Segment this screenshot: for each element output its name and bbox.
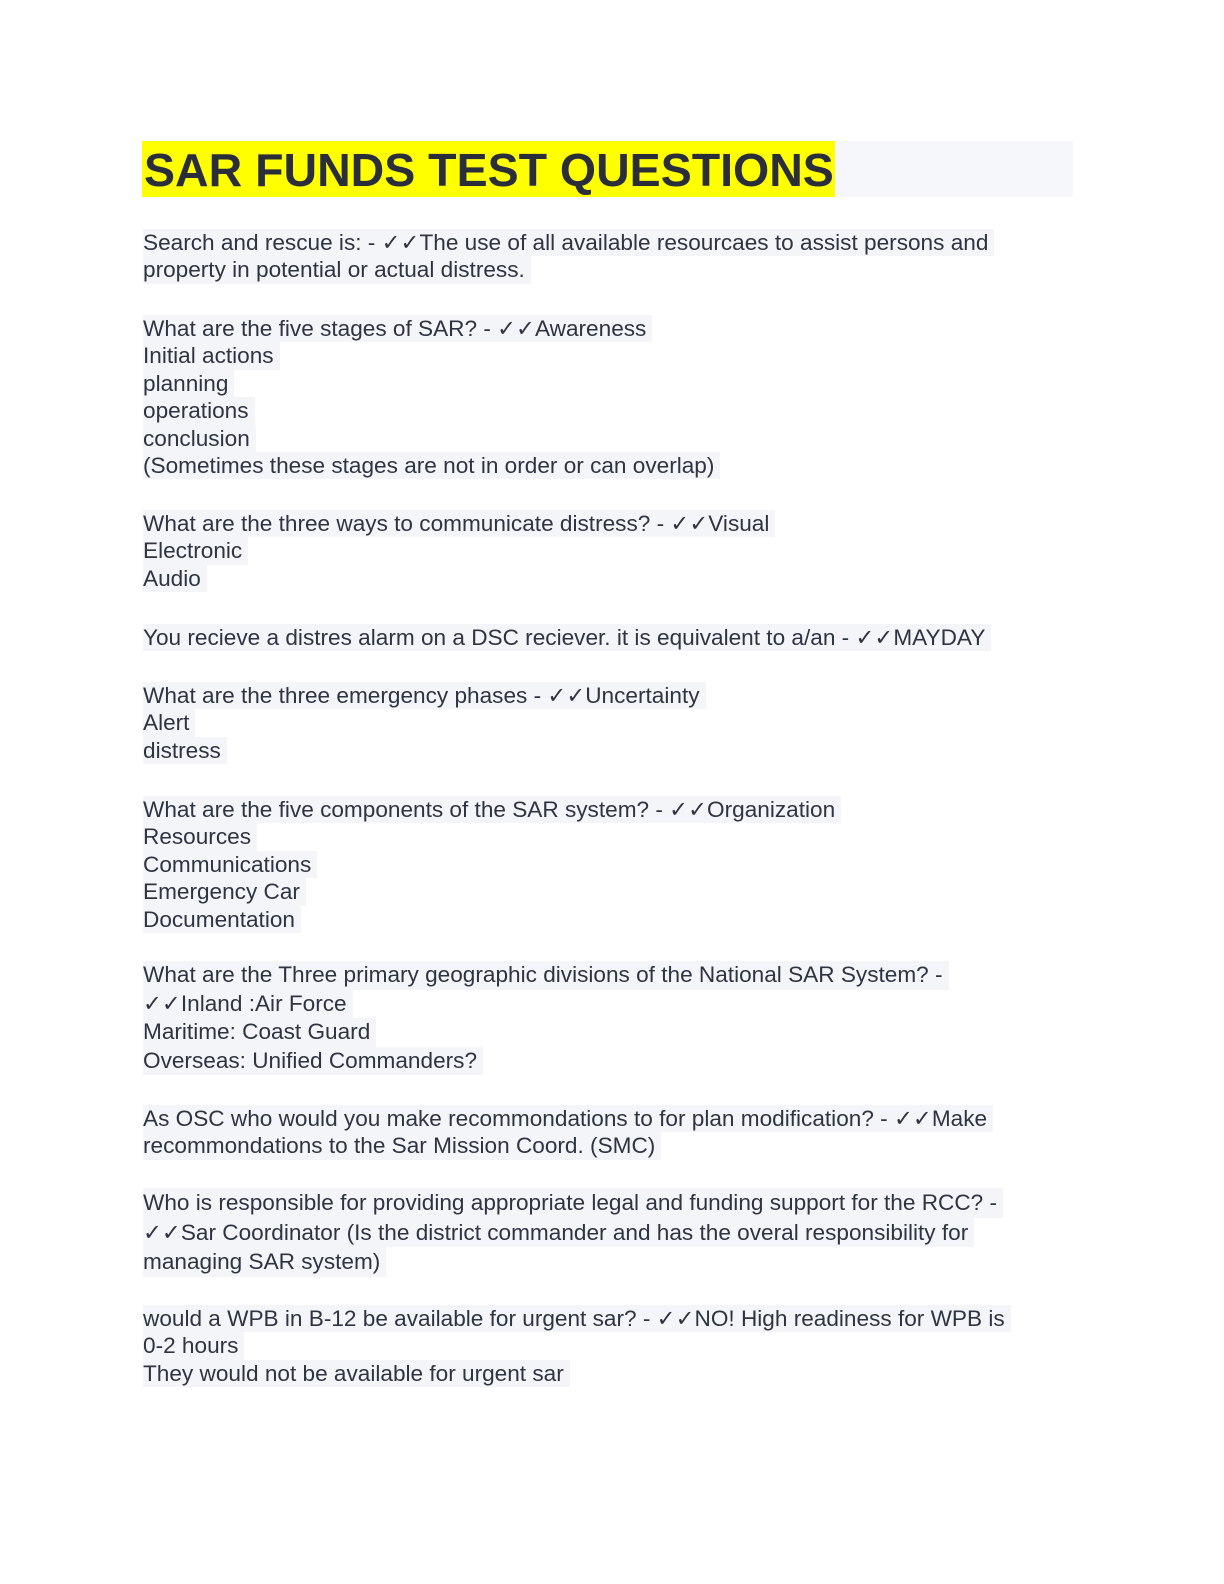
qa-line: Overseas: Unified Commanders? <box>143 1047 483 1076</box>
qa-line: What are the three emergency phases - ✓✓Uncertainty <box>143 682 706 709</box>
qa-line: recommondations to the Sar Mission Coord. (SMC) <box>143 1132 661 1159</box>
qa-line: Audio <box>143 565 207 592</box>
qa-line: Maritime: Coast Guard <box>143 1018 376 1047</box>
qa-line: Communications <box>143 851 317 878</box>
qa-entry-sar-components <box>143 796 841 933</box>
qa-line: managing SAR system) <box>143 1247 386 1277</box>
qa-line: Electronic <box>143 537 248 564</box>
qa-line: ✓✓Inland :Air Force <box>143 990 353 1019</box>
qa-line: Documentation <box>143 906 301 933</box>
qa-line: What are the three ways to communicate distress? - ✓✓Visual <box>143 510 775 537</box>
qa-line: (Sometimes these stages are not in order or can overlap) <box>143 452 720 479</box>
qa-line: conclusion <box>143 425 256 452</box>
qa-entry-dsc-alarm <box>143 624 991 651</box>
qa-line: would a WPB in B-12 be available for urgent sar? - ✓✓NO! High readiness for WPB is <box>143 1305 1011 1332</box>
qa-line: property in potential or actual distress. <box>143 256 531 283</box>
qa-line: ✓✓Sar Coordinator (Is the district commander and has the overal responsibility for <box>143 1218 974 1248</box>
qa-line: planning <box>143 370 234 397</box>
qa-line: Initial actions <box>143 342 280 369</box>
qa-line: What are the Three primary geographic divisions of the National SAR System? - <box>143 961 949 990</box>
qa-entry-geographic-divisions <box>143 961 949 1075</box>
qa-line: Alert <box>143 709 195 736</box>
qa-line: You recieve a distres alarm on a DSC reciever. it is equivalent to a/an - ✓✓MAYDAY <box>143 624 991 651</box>
qa-entry-search-and-rescue <box>143 229 994 284</box>
qa-entry-legal-funding <box>143 1188 1003 1277</box>
qa-line: As OSC who would you make recommondations to for plan modification? - ✓✓Make <box>143 1105 993 1132</box>
qa-entry-wpb-readiness <box>143 1305 1011 1387</box>
qa-line: 0-2 hours <box>143 1332 244 1359</box>
qa-entry-emergency-phases <box>143 682 706 764</box>
qa-line: operations <box>143 397 255 424</box>
qa-line: Resources <box>143 823 257 850</box>
qa-line: Search and rescue is: - ✓✓The use of all available resourcaes to assist persons and <box>143 229 994 256</box>
qa-line: Who is responsible for providing appropriate legal and funding support for the RCC? - <box>143 1188 1003 1218</box>
qa-entry-osc-recommendations <box>143 1105 993 1160</box>
qa-line: They would not be available for urgent sar <box>143 1360 570 1387</box>
qa-entry-communicate-distress <box>143 510 775 592</box>
qa-line: What are the five components of the SAR system? - ✓✓Organization <box>143 796 841 823</box>
qa-line: What are the five stages of SAR? - ✓✓Awareness <box>143 315 652 342</box>
document-title: SAR FUNDS TEST QUESTIONS <box>142 141 835 197</box>
qa-entry-five-stages <box>143 315 720 479</box>
qa-line: distress <box>143 737 227 764</box>
qa-line: Emergency Car <box>143 878 306 905</box>
